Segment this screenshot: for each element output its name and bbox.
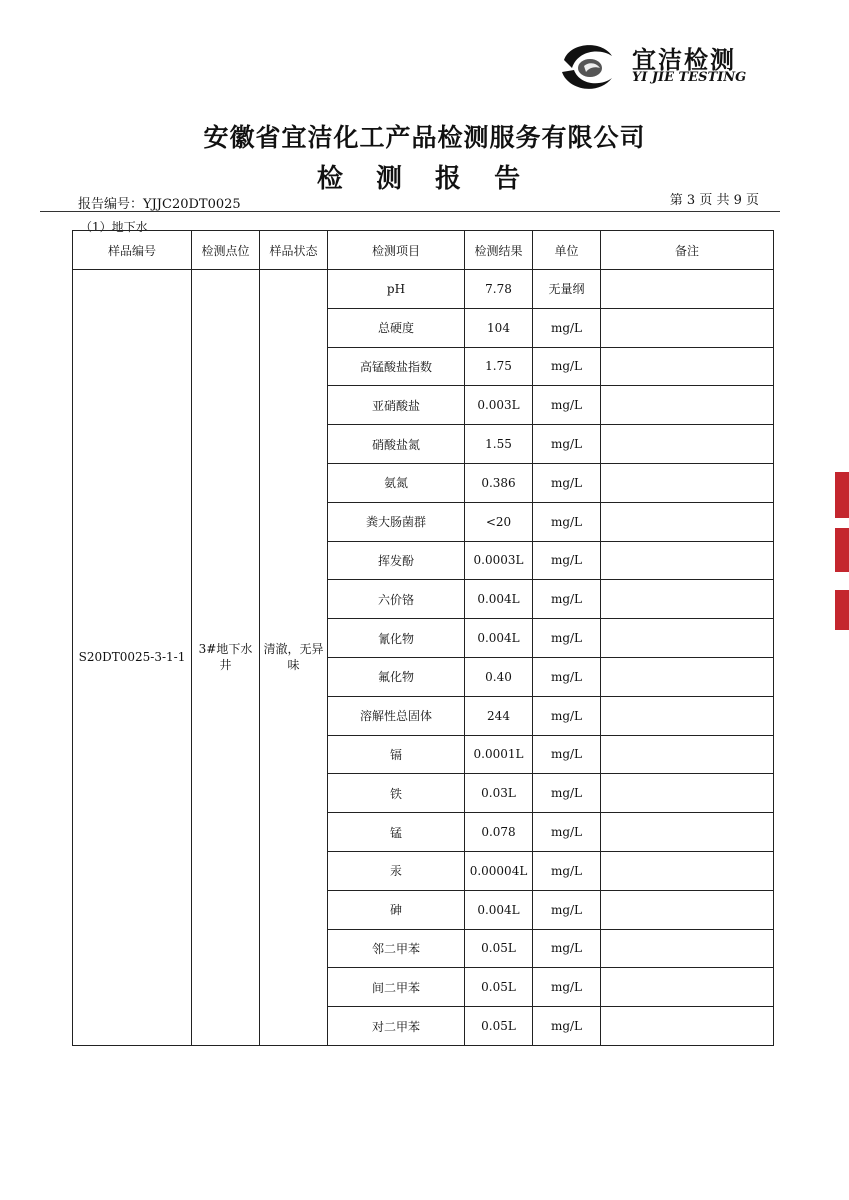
company-logo [556,38,766,98]
result-cell: 0.05L [465,929,533,968]
unit-cell: mg/L [533,696,601,735]
note-cell [601,386,774,425]
result-cell: 0.078 [465,813,533,852]
item-cell: pH [328,270,465,309]
header-divider [40,211,780,212]
note-cell [601,696,774,735]
result-cell: 0.05L [465,968,533,1007]
item-cell: 高锰酸盐指数 [328,347,465,386]
result-cell: 0.004L [465,890,533,929]
unit-cell: mg/L [533,1007,601,1046]
logo-swirl-icon [556,38,618,98]
item-cell: 锰 [328,813,465,852]
unit-cell: mg/L [533,425,601,464]
unit-cell: mg/L [533,502,601,541]
unit-cell: mg/L [533,968,601,1007]
result-cell: <20 [465,502,533,541]
item-cell: 总硬度 [328,308,465,347]
item-cell: 硝酸盐氮 [328,425,465,464]
unit-cell: mg/L [533,386,601,425]
header-location: 检测点位 [192,231,260,270]
note-cell [601,735,774,774]
results-table [72,230,774,1046]
note-cell [601,1007,774,1046]
unit-cell: mg/L [533,619,601,658]
note-cell [601,851,774,890]
note-cell [601,968,774,1007]
section-label: （1）地下水 [80,220,148,234]
seal-edge-mark [835,472,849,518]
unit-cell: mg/L [533,735,601,774]
result-cell: 0.05L [465,1007,533,1046]
header-status: 样品状态 [260,231,328,270]
note-cell [601,502,774,541]
seal-edge-mark [835,528,849,572]
item-cell: 邻二甲苯 [328,929,465,968]
unit-cell: mg/L [533,851,601,890]
result-cell: 7.78 [465,270,533,309]
result-cell: 0.00004L [465,851,533,890]
note-cell [601,619,774,658]
note-cell [601,463,774,502]
seal-edge-mark [835,590,849,630]
item-cell: 铁 [328,774,465,813]
result-cell: 1.75 [465,347,533,386]
note-cell [601,347,774,386]
result-cell: 104 [465,308,533,347]
note-cell [601,541,774,580]
unit-cell: mg/L [533,890,601,929]
unit-cell: mg/L [533,541,601,580]
header-note: 备注 [601,231,774,270]
note-cell [601,580,774,619]
result-cell: 0.03L [465,774,533,813]
header-sample-id: 样品编号 [73,231,192,270]
note-cell [601,308,774,347]
unit-cell: mg/L [533,929,601,968]
result-cell: 1.55 [465,425,533,464]
sample-id-cell: S20DT0025-3-1-1 [73,270,192,1046]
unit-cell: mg/L [533,347,601,386]
report-number: 报告编号：YJJC20DT0025 [78,197,241,212]
result-cell: 0.004L [465,619,533,658]
page-indicator: 第 3 页 共 9 页 [669,193,759,208]
note-cell [601,657,774,696]
item-cell: 六价铬 [328,580,465,619]
header-unit: 单位 [533,231,601,270]
sample-status-cell: 清澈，无异味 [260,270,328,1046]
unit-cell: mg/L [533,774,601,813]
unit-cell: mg/L [533,308,601,347]
table-row [73,270,774,309]
item-cell: 镉 [328,735,465,774]
result-cell: 0.40 [465,657,533,696]
company-name: 安徽省宜洁化工产品检测服务有限公司 [203,123,646,152]
result-cell: 0.386 [465,463,533,502]
logo-brand-en: YI JIE TESTING [632,70,747,85]
note-cell [601,774,774,813]
unit-cell: 无量纲 [533,270,601,309]
result-cell: 0.0003L [465,541,533,580]
result-cell: 244 [465,696,533,735]
item-cell: 汞 [328,851,465,890]
report-title: 检 测 报 告 [316,164,533,194]
header-item: 检测项目 [328,231,465,270]
item-cell: 间二甲苯 [328,968,465,1007]
result-cell: 0.0001L [465,735,533,774]
logo-brand-cn: 宜洁检测 [632,46,736,74]
item-cell: 砷 [328,890,465,929]
item-cell: 氰化物 [328,619,465,658]
unit-cell: mg/L [533,580,601,619]
item-cell: 溶解性总固体 [328,696,465,735]
result-cell: 0.004L [465,580,533,619]
header-result: 检测结果 [465,231,533,270]
item-cell: 挥发酚 [328,541,465,580]
unit-cell: mg/L [533,813,601,852]
item-cell: 氨氮 [328,463,465,502]
item-cell: 氟化物 [328,657,465,696]
result-cell: 0.003L [465,386,533,425]
note-cell [601,813,774,852]
unit-cell: mg/L [533,657,601,696]
note-cell [601,425,774,464]
note-cell [601,890,774,929]
note-cell [601,929,774,968]
item-cell: 亚硝酸盐 [328,386,465,425]
item-cell: 对二甲苯 [328,1007,465,1046]
table-header-row [73,231,774,270]
sample-location-cell: 3#地下水井 [192,270,260,1046]
unit-cell: mg/L [533,463,601,502]
item-cell: 粪大肠菌群 [328,502,465,541]
note-cell [601,270,774,309]
